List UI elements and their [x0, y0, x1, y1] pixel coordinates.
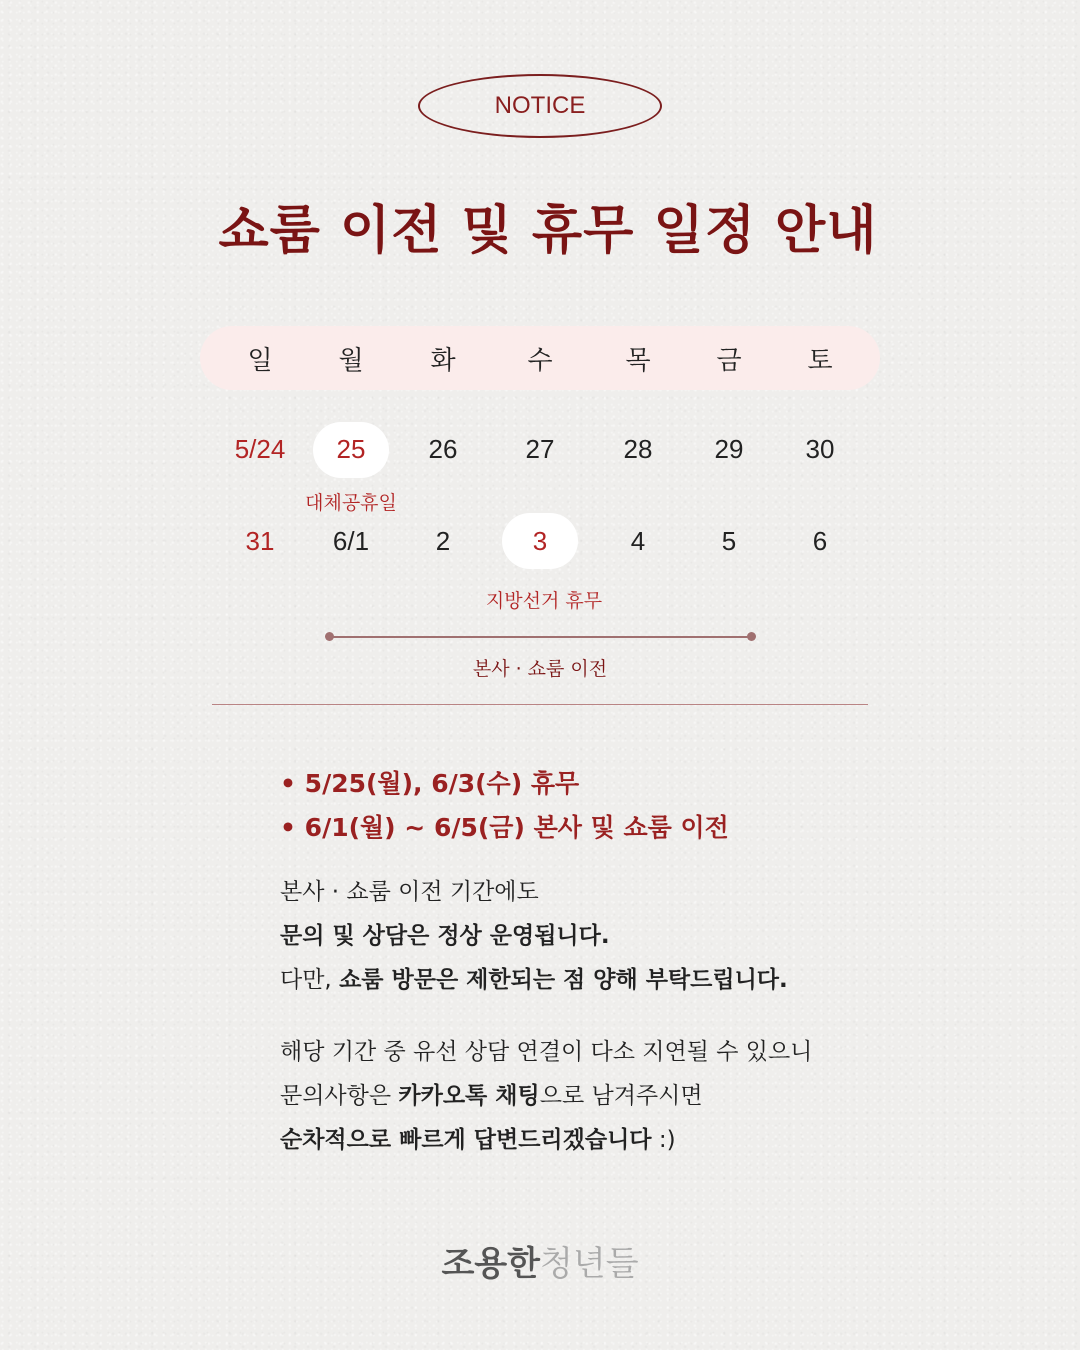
brand-logo [0, 1236, 1080, 1285]
date-cell: 4 [630, 526, 646, 556]
date-cell: 6/1 [332, 526, 370, 556]
info-text: 다만, [280, 967, 340, 993]
date-cell: 31 [245, 526, 275, 556]
date-cell: 5/24 [234, 434, 286, 464]
date-cell: 2 [435, 526, 451, 556]
weekday-tue: 화 [430, 346, 456, 376]
weekday-mon: 월 [338, 346, 364, 376]
info-paragraph [280, 1030, 812, 1162]
relocation-label: 본사 · 쇼룸 이전 [472, 658, 608, 680]
brand-part-bold: 조용한 [441, 1244, 540, 1284]
info-paragraph [280, 870, 788, 1002]
weekday-sun: 일 [247, 346, 273, 376]
page-title: 쇼룸 이전 및 휴무 일정 안내 [218, 201, 878, 261]
info-line: 해당 기간 중 유선 상담 연결이 다소 지연될 수 있으니 [280, 1039, 813, 1065]
notice-label: NOTICE [494, 92, 586, 119]
info-text: 으로 남겨주시면 [539, 1083, 703, 1109]
info-text-bold: 카카오톡 채팅 [398, 1083, 540, 1109]
info-text: :) [651, 1127, 676, 1153]
info-line: 본사 · 쇼룸 이전 기간에도 [280, 879, 539, 905]
date-cell: 26 [428, 434, 458, 464]
date-cell-holiday: 3 [532, 526, 548, 556]
date-cell: 30 [805, 434, 835, 464]
bullet-item: • 5/25(월), 6/3(수) 휴무 [280, 769, 580, 798]
info-line-bold: 문의 및 상담은 정상 운영됩니다. [280, 923, 610, 949]
weekday-thu: 목 [625, 346, 651, 376]
date-cell: 28 [623, 434, 653, 464]
brand-part-light: 청년들 [540, 1244, 639, 1284]
date-cell-holiday: 25 [336, 434, 366, 464]
date-cell: 27 [525, 434, 555, 464]
holiday-note: 대체공휴일 [305, 492, 397, 514]
relocation-range-line [329, 636, 751, 638]
holiday-note: 지방선거 휴무 [485, 590, 603, 612]
date-cell: 29 [714, 434, 744, 464]
weekday-fri: 금 [716, 346, 742, 376]
weekday-sat: 토 [807, 346, 833, 376]
range-end-dot [747, 632, 756, 641]
date-cell: 5 [721, 526, 737, 556]
info-text-bold: 쇼룸 방문은 제한되는 점 양해 부탁드립니다. [339, 967, 788, 993]
info-text-bold: 순차적으로 빠르게 답변드리겠습니다 [280, 1127, 652, 1153]
notice-badge [418, 74, 662, 138]
date-cell: 6 [812, 526, 828, 556]
weekday-wed: 수 [527, 346, 553, 376]
info-text: 문의사항은 [280, 1083, 399, 1109]
range-start-dot [325, 632, 334, 641]
bullet-item: • 6/1(월) ~ 6/5(금) 본사 및 쇼룸 이전 [280, 813, 729, 842]
divider [212, 704, 868, 705]
